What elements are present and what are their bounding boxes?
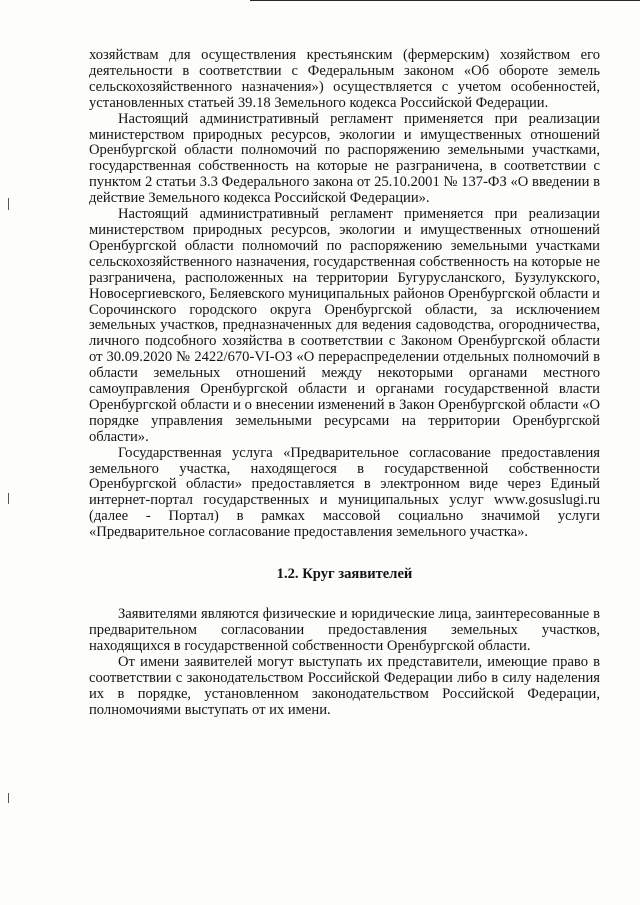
spacer [89,582,600,607]
spacer [89,541,600,566]
paragraph-continuation: хозяйствам для осуществления крестьянским (фермерским) хозяйством его деятельности в соответствии с Федеральным законом «Об обороте земель сельскохозяйственного назначения») осуществляется с учетом особенностей, установленных статьей 39.18 Земельного кодекса Российской Федерации. [89,47,600,111]
scan-artifact-mark [8,793,9,803]
paragraph-representatives: От имени заявителей могут выступать их представители, имеющие право в соответствии с законодательством Российской Федерации либо в силу наделения их в порядке, установленном законодательством Российской Федерации, полномочиями выступать от их имени. [89,653,600,718]
top-border-line [250,0,640,1]
paragraph-regulation-scope-2: Настоящий административный регламент применяется при реализации министерством природных ресурсов, экологии и имущественных отношений Оренбургской области полномочий по распоряжению земельными участками сельскохозяйственного назначения, государственная собственность на которые не разграничена, расположенных на территории Бугурусланского, Бузулукского, Новосергиевского, Беляевского муниципальных районов Оренбургской области и Сорочинского городского округа Оренбургской области, за исключением земельных участков, предназначенных для ведения садоводства, огородничества, личного подсобного хозяйства в соответствии с Законом Оренбургской области от 30.09.2020 № 2422/670-VI-ОЗ «О перераспределении отдельных полномочий в области земельных отношений между некоторыми органами местного самоуправления Оренбургской области и органами государственной власти Оренбургской области и о внесении изменений в Закон Оренбургской области «О порядке управления земельными ресурсами на территории Оренбургской области». [89,206,600,445]
scan-artifact-mark [8,198,9,210]
document-body [89,48,600,718]
section-heading: 1.2. Круг заявителей [276,566,413,583]
paragraph-service-electronic: Государственная услуга «Предварительное согласование предоставления земельного участка, находящегося в государственной собственности Оренбургской области» предоставляется в электронном виде через Единый интернет-портал государственных и муниципальных услуг www.gosuslugi.ru (далее - Портал) в рамках массовой социально значимой услуги «Предварительное согласование предоставления земельного участка». [89,444,600,541]
paragraph-regulation-scope-1: Настоящий административный регламент применяется при реализации министерством природных ресурсов, экологии и имущественных отношений Оренбургской области полномочий по распоряжению земельными участками, государственная собственность на которые не разграничена, в соответствии с пунктом 2 статьи 3.3 Федерального закона от 25.10.2001 № 137-ФЗ «О введении в действие Земельного кодекса Российской Федерации». [89,110,600,207]
paragraph-applicants: Заявителями являются физические и юридические лица, заинтересованные в предварительном согласовании предоставления земельных участков, находящихся в государственной собственности Оренбургской области. [89,606,600,654]
scan-artifact-mark [8,493,9,504]
